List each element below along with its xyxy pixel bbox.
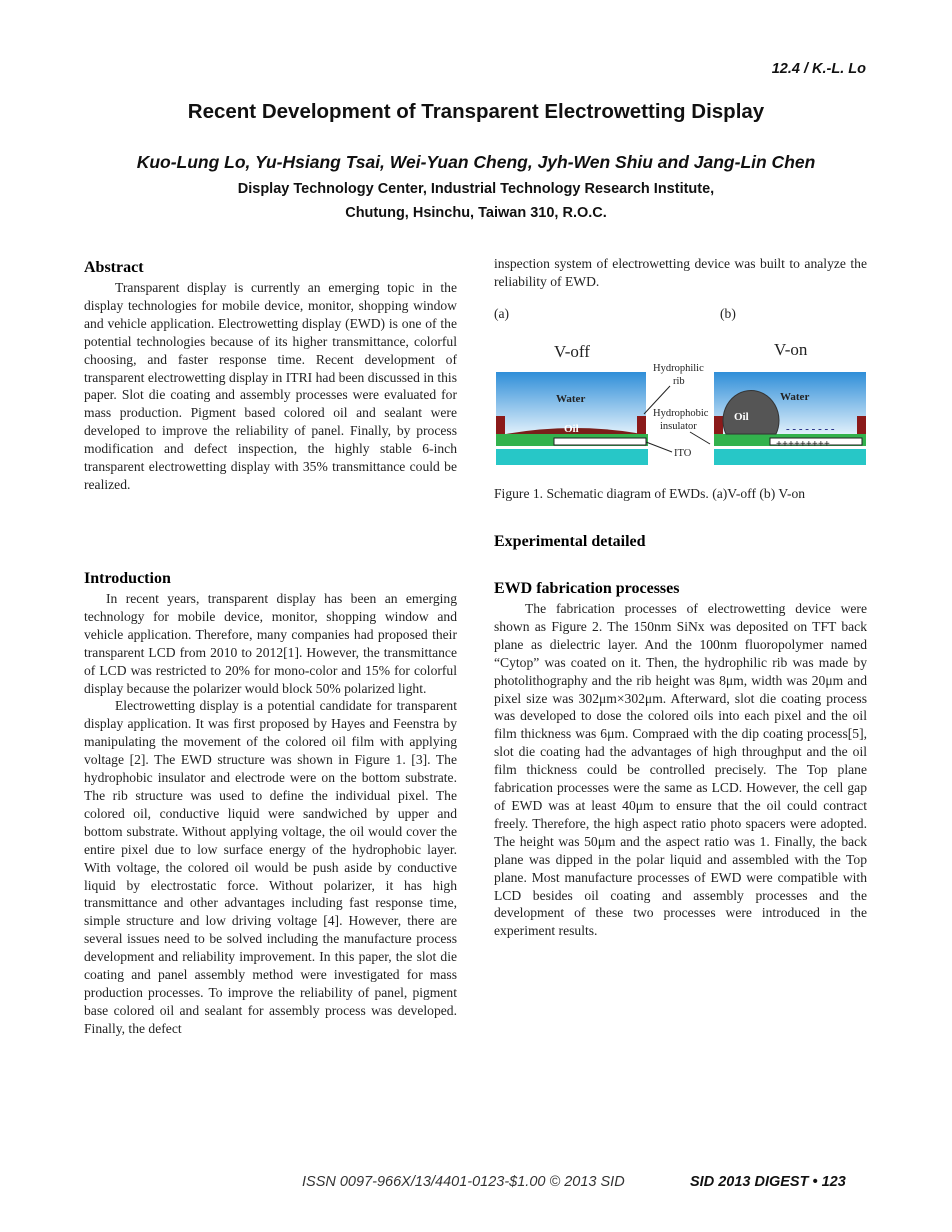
right-column-continuation bbox=[494, 255, 867, 291]
negative-charges: - - - - - - - - bbox=[786, 423, 835, 435]
introduction-paragraph-1: In recent years, transparent display has been an emerging technology for mobile device, monitor, shopping window and vehicle application. Therefore, many companies had proposed their transparent LCD from 2010 to 2012[1]. However, the transmittance of LCD was restricted to 20% for mono-color and 15% for colorful display because the polarizer would block 50% polarized light. bbox=[84, 591, 457, 696]
cyan-substrate-b bbox=[714, 449, 866, 465]
voff-label: V-off bbox=[554, 342, 590, 361]
rib-right-a bbox=[637, 416, 646, 434]
affiliation-line-2: Chutung, Hsinchu, Taiwan 310, R.O.C. bbox=[345, 205, 607, 221]
hydrophilic-label: Hydrophilic bbox=[653, 363, 704, 374]
introduction-heading: Introduction bbox=[84, 570, 171, 587]
footer-issn: ISSN 0097-966X/13/4401-0123-$1.00 © 2013 SID bbox=[302, 1174, 625, 1190]
von-label: V-on bbox=[774, 340, 808, 359]
introduction-body bbox=[84, 590, 457, 1038]
panel-voff bbox=[496, 342, 648, 465]
ito-pointer bbox=[646, 442, 672, 452]
fabrication-body bbox=[494, 600, 867, 940]
abstract-heading: Abstract bbox=[84, 259, 144, 276]
abstract-text: Transparent display is currently an emerging topic in the display technologies for mobile device, monitor, shopping window and vehicle application. Electrowetting display (EWD) is one of the potential technologies because of its higher transmittance, colorful choosing, and faster response time. Recent development of transparent electrowetting display in ITRI had been discussed in this paper. Slot die coating and assembly processes were evaluated for mass production. Pigment based colored oil and sealant were developed to improve the reliability of panel. Finally, by process modification and defect inspection, the highly stable 6-inch transparent electrowetting display with 35% transmittance could be realized. bbox=[84, 280, 457, 492]
experimental-heading: Experimental detailed bbox=[494, 533, 646, 550]
ito-layer-a bbox=[554, 438, 646, 445]
rib-right-b bbox=[857, 416, 866, 434]
rib-label: rib bbox=[673, 376, 685, 387]
insulator-label: insulator bbox=[660, 421, 697, 432]
paper-title: Recent Development of Transparent Electrowetting Display bbox=[187, 100, 765, 123]
hydrophobic-label: Hydrophobic bbox=[653, 408, 709, 419]
rib-left-b bbox=[714, 416, 723, 434]
abstract-body bbox=[84, 279, 457, 494]
fabrication-text: The fabrication processes of electrowetting device were shown as Figure 2. The 150nm SiNx was deposited on TFT back plane as dielectric layer. And the 100nm fluoropolymer named “Cytop” was coated on it. Then, the hydrophilic rib was made by photolithography and the rib height was 8μm, width was 20μm and pixel size was 302μm×302μm. Afterward, slot die coating process was developed to dose the colored oils into each pixel and the oil film thickness was 6μm. Compraed with the dip coating process[5], slot die coating had the advantages of high throughput and the oil film thickness could be controlled precisely. The Top plane fabrication processes were the same as LCD. However, the cell gap of EWD was at least 40μm to ensure that the oil could contract freely. Therefore, the high aspect ratio photo spacers were adopted. The height was 50μm and the aspect ratio was 1. Finally, the back plane was dipped in the polar liquid and assembled with the Top plane. Most manufacture processes of EWD were compatible with LCD besides oil coating and assembly processes and the development of these two processes were introduced in the experiment results. bbox=[494, 601, 867, 939]
positive-charges: +++++++++ bbox=[776, 439, 830, 450]
cyan-substrate-a bbox=[496, 449, 648, 465]
oil-label-b: Oil bbox=[734, 411, 749, 423]
author-list: Kuo-Lung Lo, Yu-Hsiang Tsai, Wei-Yuan Cheng, Jyh-Wen Shiu and Jang-Lin Chen bbox=[136, 152, 816, 172]
panel-von bbox=[714, 340, 866, 465]
ito-label: ITO bbox=[674, 448, 692, 459]
continuation-text: inspection system of electrowetting device was built to analyze the reliability of EWD. bbox=[494, 256, 867, 289]
figure-label-b: (b) bbox=[720, 306, 736, 321]
figure-1-caption: Figure 1. Schematic diagram of EWDs. (a)V-off (b) V-on bbox=[494, 486, 806, 501]
introduction-paragraph-2: Electrowetting display is a potential candidate for transparent display application. It was first proposed by Hayes and Feenstra by manipulating the movement of the colored oil film with applying voltage [2]. The EWD structure was shown in Figure 1. [3]. The hydrophobic insulator and electrode were on the bottom substrate. The rib structure was used to define the individual pixel. The colored oil, conductive liquid were sandwiched by upper and bottom substrate. Without applying voltage, the oil would cover the entire pixel due to low surface energy of the hydrophobic layer. With voltage, the colored oil would be push aside by conductive liquid by electrostatic force. Without polarizer, it has high transmittance and other advantages including fast response time, simple structure and low driving voltage [4]. However, there are several issues need to be solved including the manufacture process development and reliability improvement. In this paper, the slot die coating and panel assembly method were investigated for mass production processes. To improve the reliability of panel, pigment base colored oil and sealant for assembly process was developed. Finally, the defect bbox=[84, 698, 457, 1036]
ewd-schematic-figure bbox=[494, 328, 868, 470]
rib-left-a bbox=[496, 416, 505, 434]
figure-label-a: (a) bbox=[494, 306, 510, 321]
affiliation-line-1: Display Technology Center, Industrial Technology Research Institute, bbox=[237, 181, 715, 197]
water-label-a: Water bbox=[556, 393, 586, 405]
running-header: 12.4 / K.-L. Lo bbox=[771, 61, 866, 77]
figure-annotations bbox=[644, 363, 710, 459]
footer-digest: SID 2013 DIGEST • 123 bbox=[690, 1174, 846, 1190]
water-label-b: Water bbox=[780, 391, 810, 403]
fabrication-heading: EWD fabrication processes bbox=[494, 580, 680, 597]
insulator-pointer bbox=[690, 432, 710, 444]
oil-label-a: Oil bbox=[564, 423, 579, 435]
